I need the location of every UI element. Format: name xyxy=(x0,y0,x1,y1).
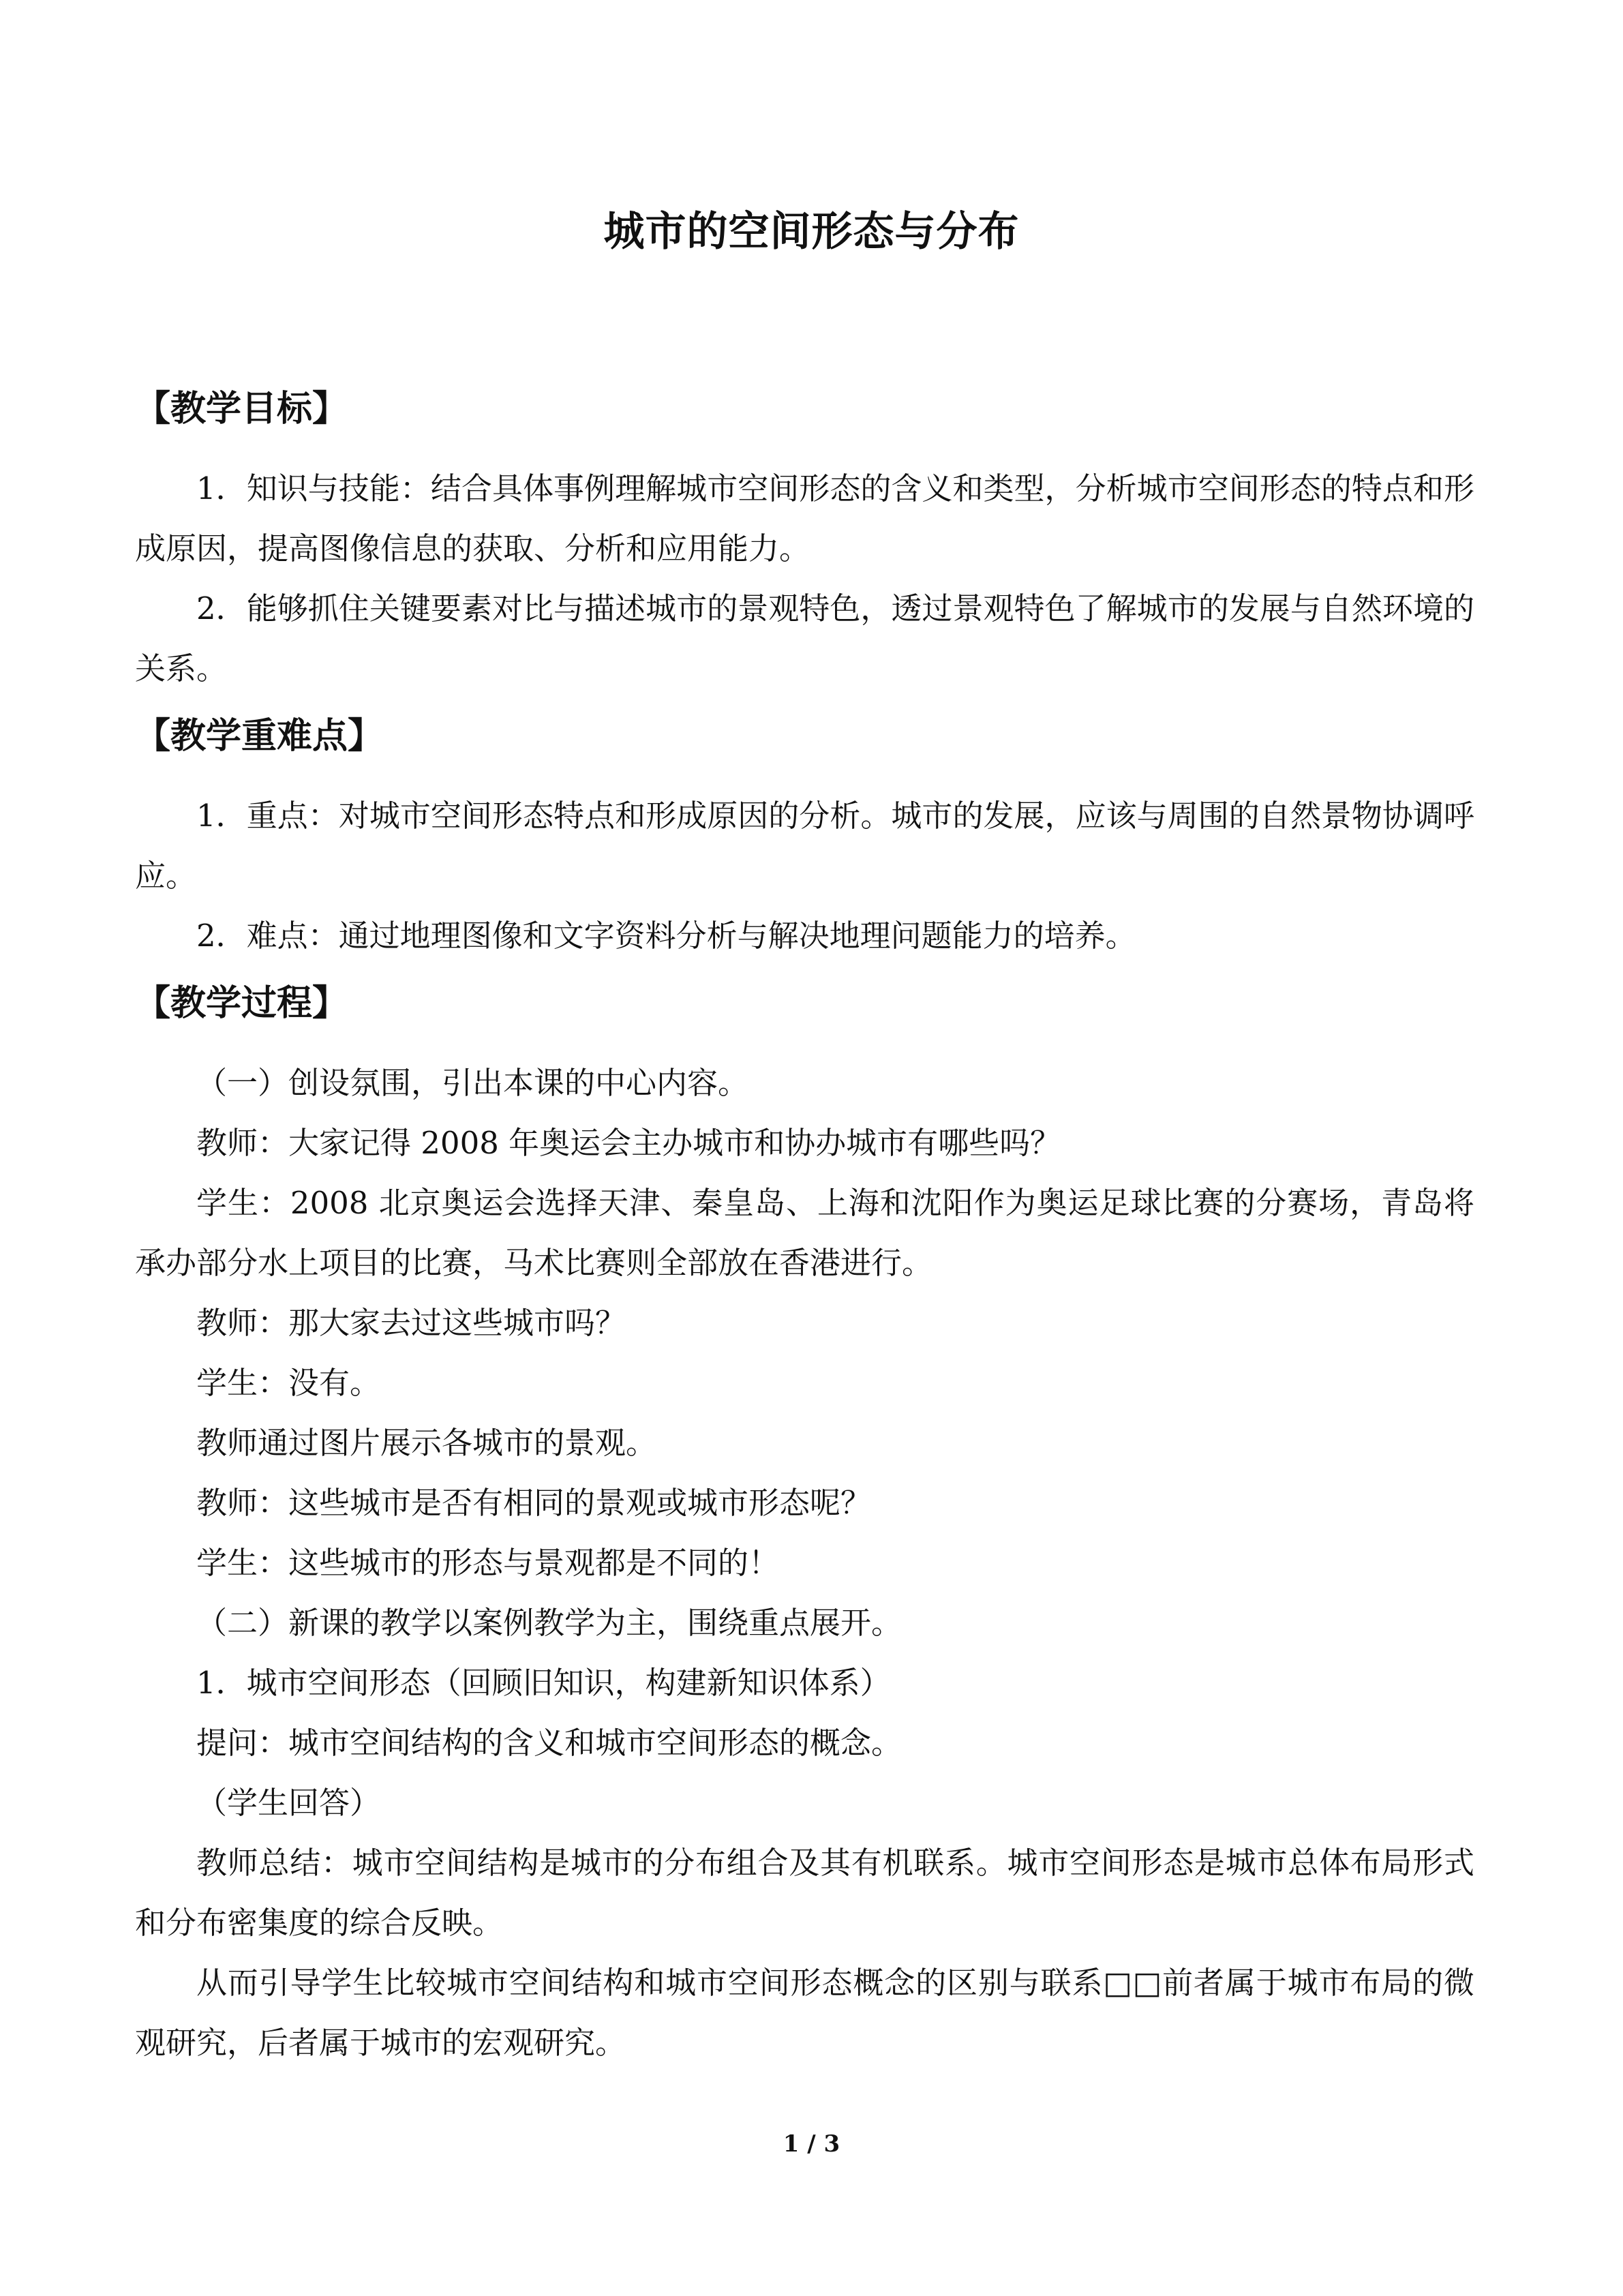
paragraph: 教师：这些城市是否有相同的景观或城市形态呢？ xyxy=(196,1485,872,1521)
document-body xyxy=(135,372,1474,2073)
section-heading: 【教学过程】 xyxy=(135,983,348,1024)
section-key-difficult-points xyxy=(135,699,1474,966)
paragraph: 学生：没有。 xyxy=(196,1365,381,1401)
paragraph: （一）创设氛围，引出本课的中心内容。 xyxy=(196,1065,749,1101)
section-heading: 【教学目标】 xyxy=(135,389,348,429)
paragraph: 教师：那大家去过这些城市吗？ xyxy=(196,1305,626,1341)
paragraph: 从而引导学生比较城市空间结构和城市空间形态概念的区别与联系□□前者属于城市布局的微观研究，后者属于城市的宏观研究。 xyxy=(135,1965,1474,2061)
paragraph: 教师总结：城市空间结构是城市的分布组合及其有机联系。城市空间形态是城市总体布局形式和分布密集度的综合反映。 xyxy=(135,1845,1474,1941)
document-title: 城市的空间形态与分布 xyxy=(603,208,1020,256)
paragraph: 学生：这些城市的形态与景观都是不同的！ xyxy=(196,1545,780,1581)
page-number: 1 / 3 xyxy=(783,2130,840,2158)
paragraph: （二）新课的教学以案例教学为主，围绕重点展开。 xyxy=(196,1605,902,1641)
paragraph: 1．重点：对城市空间形态特点和形成原因的分析。城市的发展，应该与周围的自然景物协调呼应。 xyxy=(135,798,1474,894)
paragraph: 学生：2008 北京奥运会选择天津、秦皇岛、上海和沈阳作为奥运足球比赛的分赛场，青岛将承办部分水上项目的比赛，马术比赛则全部放在香港进行。 xyxy=(135,1185,1474,1281)
paragraph: 教师通过图片展示各城市的景观。 xyxy=(196,1425,657,1461)
spacer xyxy=(135,447,1474,459)
paragraph: （学生回答） xyxy=(196,1785,381,1821)
paragraph: 2．能够抓住关键要素对比与描述城市的景观特色，透过景观特色了解城市的发展与自然环境的关系。 xyxy=(135,590,1474,686)
paragraph: 1．城市空间形态（回顾旧知识，构建新知识体系） xyxy=(196,1665,891,1701)
section-teaching-objectives xyxy=(135,372,1474,699)
section-teaching-process xyxy=(135,966,1474,2073)
paragraph: 提问：城市空间结构的含义和城市空间形态的概念。 xyxy=(196,1725,902,1761)
paragraph: 1．知识与技能：结合具体事例理解城市空间形态的含义和类型，分析城市空间形态的特点和形成原因，提高图像信息的获取、分析和应用能力。 xyxy=(135,470,1474,567)
paragraph: 2．难点：通过地理图像和文字资料分析与解决地理问题能力的培养。 xyxy=(196,918,1136,954)
paragraph: 教师：大家记得 2008 年奥运会主办城市和协办城市有哪些吗？ xyxy=(196,1125,1061,1161)
spacer xyxy=(135,1041,1474,1053)
section-heading: 【教学重难点】 xyxy=(135,716,384,757)
spacer xyxy=(135,774,1474,786)
